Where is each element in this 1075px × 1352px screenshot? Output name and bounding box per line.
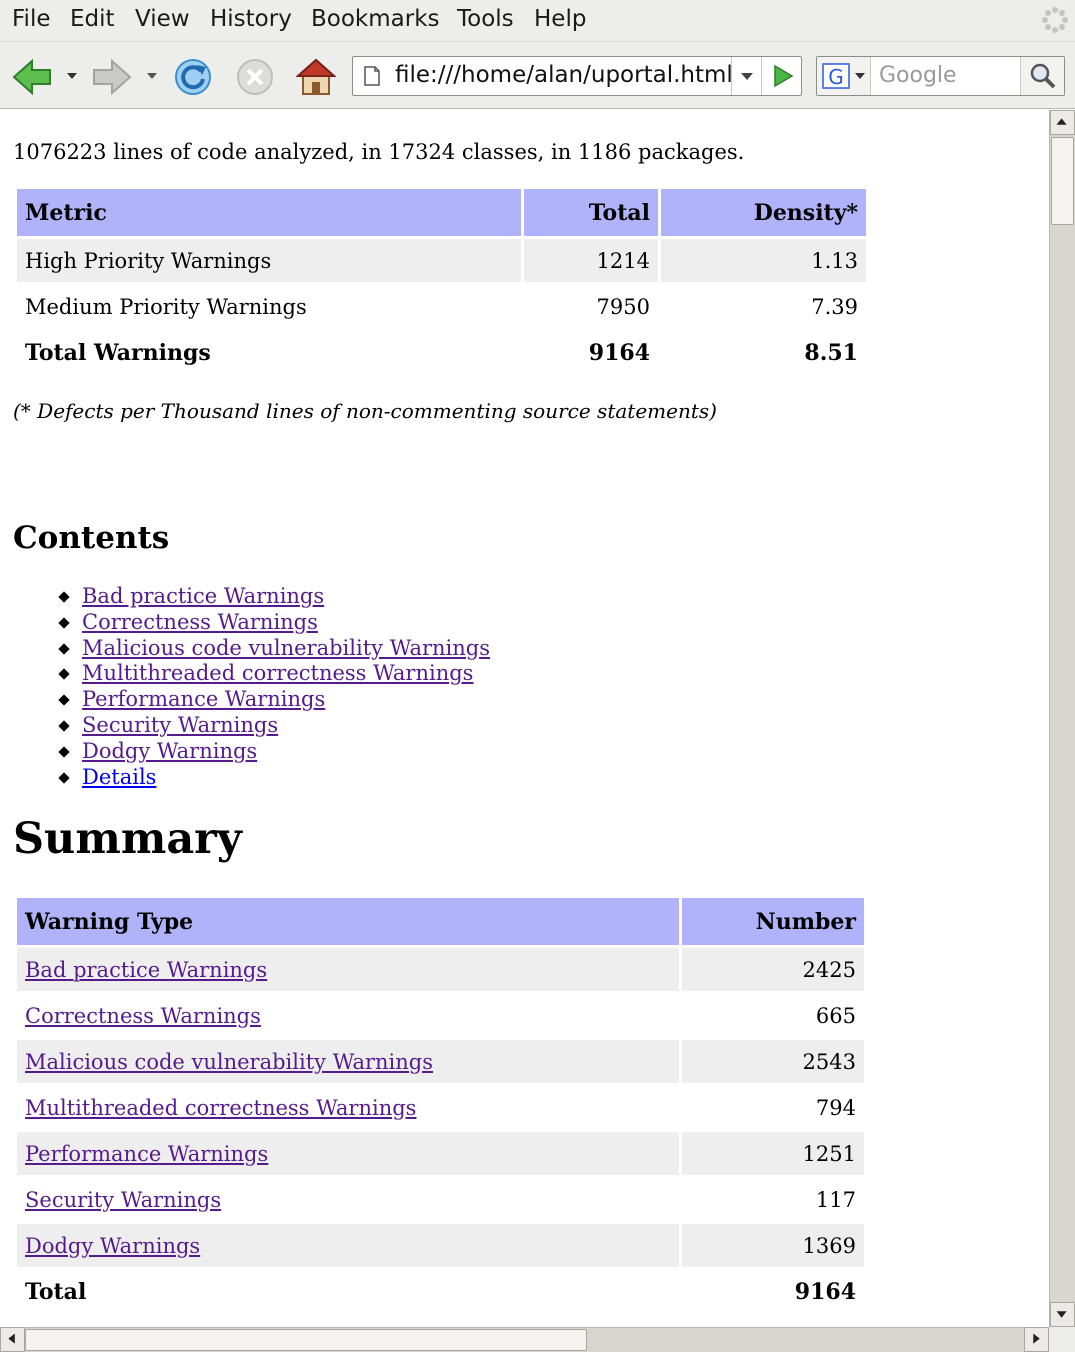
density-column-header: Density* <box>661 189 866 236</box>
menu-file[interactable]: File <box>12 6 51 32</box>
search-engine-button[interactable] <box>817 57 871 95</box>
summary-link-multithreaded[interactable]: Multithreaded correctness Warnings <box>25 1095 417 1120</box>
arrow-right-icon <box>1025 1328 1048 1351</box>
table-row <box>17 285 866 328</box>
warning-count: 665 <box>815 1003 856 1028</box>
arrow-left-icon <box>1 1328 24 1351</box>
metrics-total-row <box>17 331 866 374</box>
magnifier-icon <box>1021 57 1065 95</box>
warning-count: 2425 <box>682 948 864 991</box>
forward-dropdown-icon[interactable] <box>145 69 159 83</box>
vertical-scroll-thumb[interactable] <box>1051 137 1074 225</box>
back-dropdown-icon[interactable] <box>65 69 79 83</box>
number-column-header: Number <box>682 898 864 945</box>
menu-bookmarks[interactable]: Bookmarks <box>311 6 440 32</box>
table-row <box>17 1086 864 1129</box>
table-row <box>17 1224 864 1267</box>
summary-link-correctness[interactable]: Correctness Warnings <box>25 1003 261 1028</box>
density-footnote: (* Defects per Thousand lines of non-commenting source statements) <box>13 399 717 423</box>
metric-name: High Priority Warnings <box>17 239 521 282</box>
scrollbar-corner <box>1049 1327 1075 1352</box>
scroll-right-button[interactable] <box>1024 1327 1049 1352</box>
summary-link-bad-practice[interactable]: Bad practice Warnings <box>25 957 268 982</box>
metric-name: Total Warnings <box>25 339 211 366</box>
reload-icon[interactable] <box>171 55 215 99</box>
toc-link-security[interactable]: Security Warnings <box>82 712 279 737</box>
arrow-down-icon <box>1051 1303 1074 1326</box>
url-text[interactable]: file:///home/alan/uportal.html <box>395 62 733 88</box>
table-row <box>17 239 866 282</box>
go-button[interactable] <box>761 57 801 95</box>
table-row <box>17 1132 864 1175</box>
toc-link-multithreaded[interactable]: Multithreaded correctness Warnings <box>82 661 474 686</box>
metric-density: 7.39 <box>811 294 858 319</box>
menu-bar <box>0 0 1075 42</box>
url-history-dropdown[interactable] <box>731 57 761 95</box>
warning-count: 1369 <box>682 1224 864 1267</box>
menu-tools[interactable]: Tools <box>457 6 514 32</box>
page-icon <box>361 65 383 87</box>
summary-link-dodgy[interactable]: Dodgy Warnings <box>25 1233 201 1258</box>
warning-type-cell <box>17 1086 679 1129</box>
throbber-icon <box>1041 6 1069 34</box>
total-count: 9164 <box>794 1278 856 1305</box>
total-label: Total <box>25 1278 87 1305</box>
analysis-stats: 1076223 lines of code analyzed, in 17324 classes, in 1186 packages. <box>13 140 745 164</box>
scroll-up-button[interactable] <box>1050 110 1075 135</box>
menu-edit[interactable]: Edit <box>70 6 115 32</box>
go-arrow-icon <box>762 57 802 95</box>
contents-list <box>58 584 490 790</box>
menu-view[interactable]: View <box>135 6 190 32</box>
metric-density: 1.13 <box>661 239 866 282</box>
toc-link-correctness[interactable]: Correctness Warnings <box>82 609 318 634</box>
chevron-down-icon <box>732 57 762 95</box>
back-arrow-icon[interactable] <box>10 55 54 99</box>
warning-type-cell <box>17 948 679 991</box>
summary-heading: Summary <box>13 814 242 864</box>
toc-link-malicious-code[interactable]: Malicious code vulnerability Warnings <box>82 635 490 660</box>
summary-link-performance[interactable]: Performance Warnings <box>25 1141 269 1166</box>
toc-link-performance[interactable]: Performance Warnings <box>82 687 326 712</box>
summary-header-row <box>17 898 864 945</box>
warning-type-cell <box>17 994 679 1037</box>
table-row <box>17 948 864 991</box>
metrics-header-row <box>17 189 866 236</box>
contents-heading: Contents <box>13 520 170 556</box>
total-column-header: Total <box>524 189 658 236</box>
warning-type-cell <box>17 1132 679 1175</box>
stop-icon[interactable] <box>233 55 277 99</box>
scroll-left-button[interactable] <box>0 1327 25 1352</box>
page-content <box>0 110 1049 1327</box>
navigation-toolbar <box>0 42 1075 109</box>
metric-column-header: Metric <box>17 189 521 236</box>
svg-text:G: G <box>828 65 844 89</box>
warning-type-cell <box>17 1224 679 1267</box>
list-item <box>58 687 490 713</box>
horizontal-scroll-thumb[interactable] <box>25 1329 587 1351</box>
summary-table <box>14 895 867 1316</box>
search-button[interactable] <box>1020 57 1064 95</box>
warning-type-cell <box>17 1178 679 1221</box>
list-item <box>58 765 490 791</box>
toc-link-dodgy[interactable]: Dodgy Warnings <box>82 738 258 763</box>
warning-count: 1251 <box>682 1132 864 1175</box>
forward-arrow-icon[interactable] <box>90 55 134 99</box>
warning-count: 2543 <box>682 1040 864 1083</box>
table-row <box>17 994 864 1037</box>
horizontal-scrollbar[interactable] <box>0 1327 1049 1352</box>
metric-total: 9164 <box>588 339 650 366</box>
url-bar[interactable] <box>352 56 802 96</box>
warning-type-column-header: Warning Type <box>17 898 679 945</box>
menu-history[interactable]: History <box>210 6 292 32</box>
metric-name: Medium Priority Warnings <box>25 294 307 319</box>
menu-help[interactable]: Help <box>534 6 587 32</box>
table-row <box>17 1040 864 1083</box>
summary-link-malicious-code[interactable]: Malicious code vulnerability Warnings <box>25 1049 433 1074</box>
toc-link-details[interactable]: Details <box>82 764 157 789</box>
table-row <box>17 1178 864 1221</box>
scroll-down-button[interactable] <box>1050 1302 1075 1327</box>
list-item <box>58 636 490 662</box>
home-icon[interactable] <box>294 55 338 99</box>
arrow-up-icon <box>1051 111 1074 134</box>
metric-total: 1214 <box>524 239 658 282</box>
list-item <box>58 610 490 636</box>
google-icon <box>817 57 871 95</box>
list-item <box>58 739 490 765</box>
summary-link-security[interactable]: Security Warnings <box>25 1187 222 1212</box>
warning-type-cell <box>17 1040 679 1083</box>
summary-total-row <box>17 1270 864 1313</box>
list-item <box>58 713 490 739</box>
warning-count: 794 <box>815 1095 856 1120</box>
metric-total: 7950 <box>596 294 650 319</box>
list-item <box>58 584 490 610</box>
search-input[interactable]: Google <box>879 63 957 88</box>
metrics-table <box>14 186 869 377</box>
list-item <box>58 661 490 687</box>
toc-link-bad-practice[interactable]: Bad practice Warnings <box>82 584 325 608</box>
warning-count: 117 <box>815 1187 856 1212</box>
search-bar[interactable] <box>816 56 1065 96</box>
metric-density: 8.51 <box>804 339 858 366</box>
vertical-scrollbar[interactable] <box>1049 110 1075 1327</box>
